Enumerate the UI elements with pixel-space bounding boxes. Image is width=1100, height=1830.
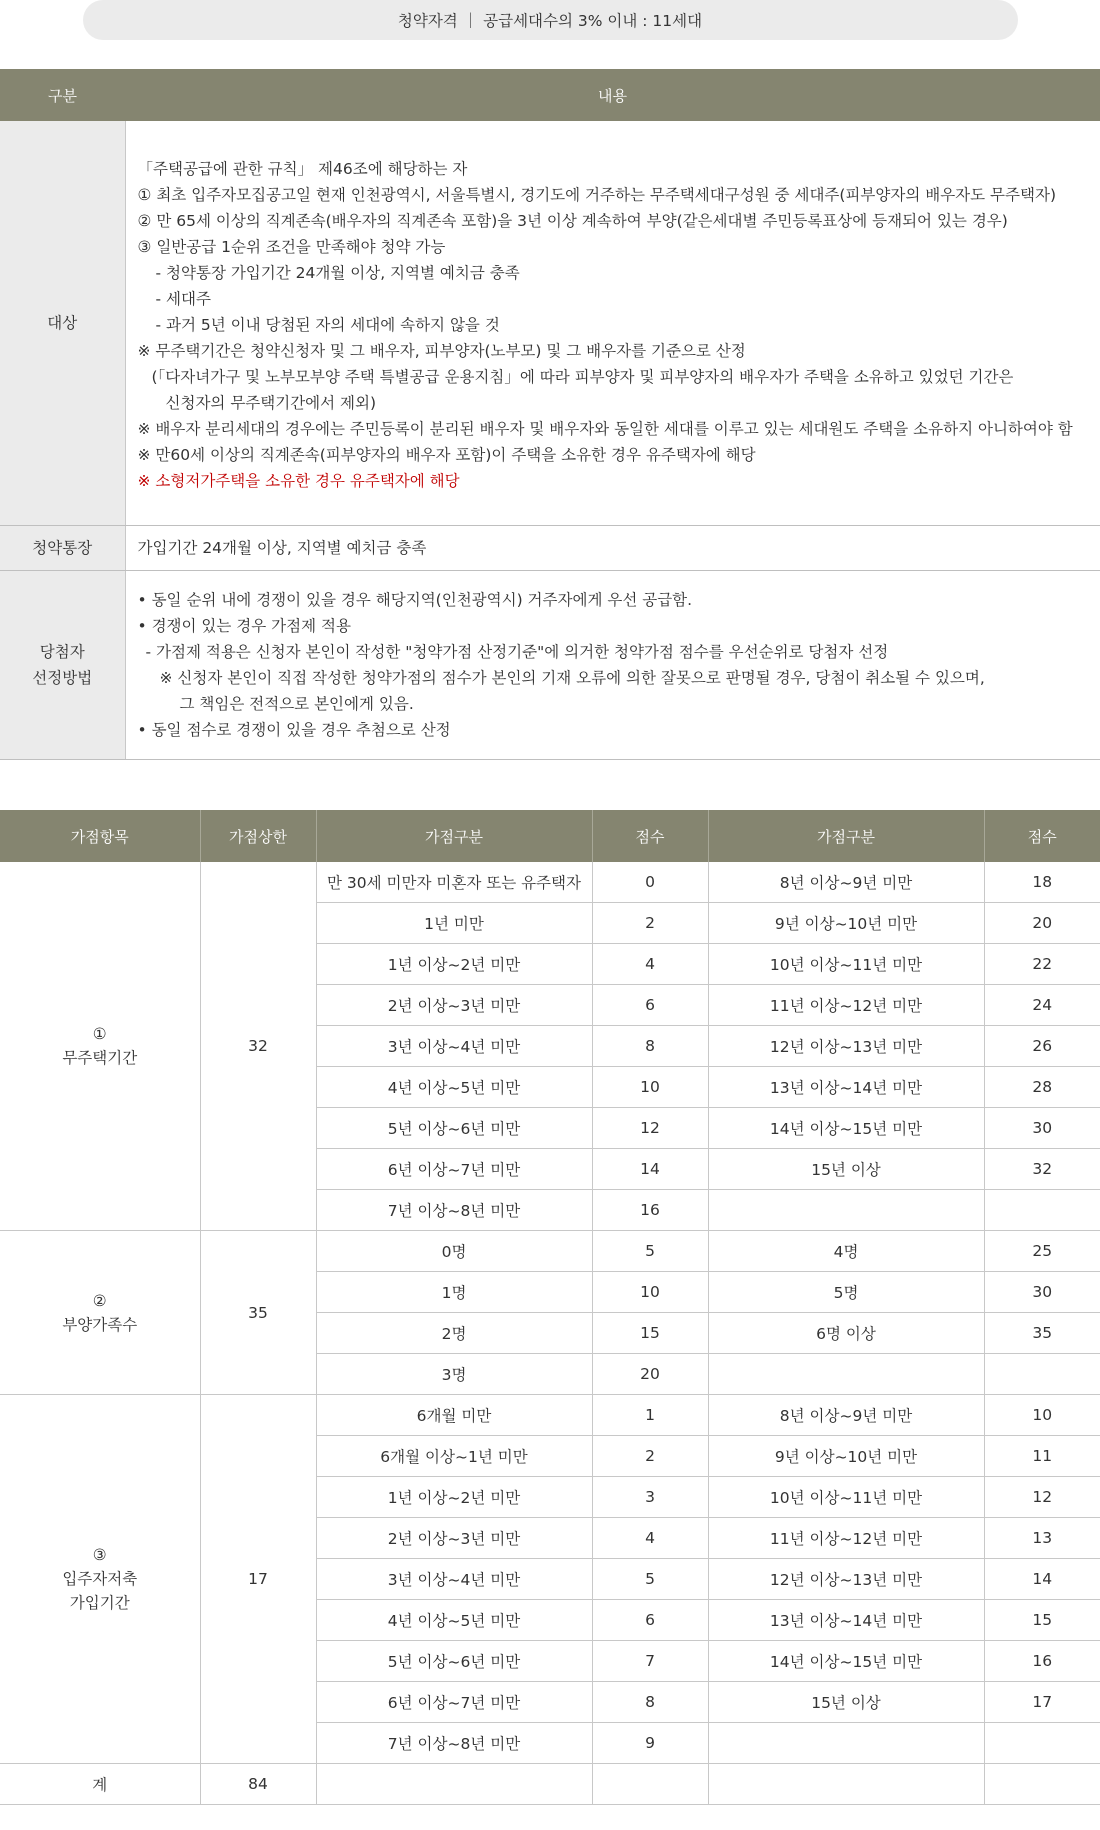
points-1: 14 (592, 1149, 708, 1190)
points-2: 10 (984, 1395, 1100, 1436)
content-line: (「다자녀가구 및 노부모부양 주택 특별공급 운용지침」에 따라 피부양자 및 피부양자의 배우자가 주택을 소유하고 있었던 기간은 (151, 368, 1014, 386)
content-line: - 청약통장 가입기간 24개월 이상, 지역별 예치금 충족 (155, 264, 520, 282)
content-line: - 가점제 적용은 신청자 본인이 작성한 "청약가점 산정기준"에 의거한 청약가점 점수를 우선순위로 당첨자 선정 (145, 643, 889, 661)
info-row (0, 571, 1100, 760)
total-row (0, 1764, 1100, 1805)
content-line: ※ 신청자 본인이 직접 작성한 청약가점의 점수가 본인의 기재 오류에 의한 잘못으로 판명될 경우, 당첨이 취소될 수 있으며, (159, 669, 985, 687)
criteria-1: 1년 미만 (316, 903, 592, 944)
score-item: ② 부양가족수 (0, 1231, 200, 1395)
criteria-1: 7년 이상~8년 미만 (316, 1723, 592, 1764)
points-2: 24 (984, 985, 1100, 1026)
criteria-1: 6년 이상~7년 미만 (316, 1682, 592, 1723)
criteria-2: 9년 이상~10년 미만 (708, 903, 984, 944)
col-header-points-2: 점수 (984, 810, 1100, 862)
score-max: 32 (200, 862, 316, 1231)
criteria-2: 14년 이상~15년 미만 (708, 1641, 984, 1682)
content-line: - 과거 5년 이내 당첨된 자의 세대에 속하지 않을 것 (155, 316, 500, 334)
points-2: 22 (984, 944, 1100, 985)
criteria-2: 4명 (708, 1231, 984, 1272)
col-header-points-1: 점수 (592, 810, 708, 862)
criteria-1: 1년 이상~2년 미만 (316, 1477, 592, 1518)
points-1: 5 (592, 1231, 708, 1272)
criteria-1: 3년 이상~4년 미만 (316, 1559, 592, 1600)
criteria-1: 6년 이상~7년 미만 (316, 1149, 592, 1190)
points-2: 30 (984, 1272, 1100, 1313)
points-1: 8 (592, 1682, 708, 1723)
points-1: 6 (592, 1600, 708, 1641)
criteria-1: 4년 이상~5년 미만 (316, 1600, 592, 1641)
criteria-1: 1년 이상~2년 미만 (316, 944, 592, 985)
points-2 (984, 1723, 1100, 1764)
criteria-1: 3명 (316, 1354, 592, 1395)
row-content (125, 571, 1100, 760)
eligibility-table (0, 69, 1100, 760)
col-header-item: 가점항목 (0, 810, 200, 862)
points-2: 13 (984, 1518, 1100, 1559)
content-line: • 동일 점수로 경쟁이 있을 경우 추첨으로 산정 (137, 721, 451, 739)
points-1: 7 (592, 1641, 708, 1682)
points-1: 15 (592, 1313, 708, 1354)
content-line: ① 최초 입주자모집공고일 현재 인천광역시, 서울특별시, 경기도에 거주하는 무주택세대구성원 중 세대주(피부양자의 배우자도 무주택자) (137, 186, 1056, 204)
criteria-1: 0명 (316, 1231, 592, 1272)
criteria-2: 9년 이상~10년 미만 (708, 1436, 984, 1477)
points-1: 4 (592, 1518, 708, 1559)
points-1: 1 (592, 1395, 708, 1436)
points-1: 3 (592, 1477, 708, 1518)
points-1: 10 (592, 1272, 708, 1313)
score-item: ① 무주택기간 (0, 862, 200, 1231)
col-header-criteria-1: 가점구분 (316, 810, 592, 862)
info-row (0, 526, 1100, 571)
criteria-2: 14년 이상~15년 미만 (708, 1108, 984, 1149)
criteria-2 (708, 1354, 984, 1395)
criteria-1: 6개월 미만 (316, 1395, 592, 1436)
header-pill: 청약자격 ｜ 공급세대수의 3% 이내 : 11세대 (83, 0, 1018, 40)
score-row (0, 862, 1100, 903)
total-empty (984, 1764, 1100, 1805)
row-label: 대상 (0, 121, 125, 526)
points-2: 35 (984, 1313, 1100, 1354)
criteria-2 (708, 1190, 984, 1231)
points-2 (984, 1354, 1100, 1395)
content-line: ② 만 65세 이상의 직계존속(배우자의 직계존속 포함)을 3년 이상 계속하여 부양(같은세대별 주민등록표상에 등재되어 있는 경우) (137, 212, 1008, 230)
criteria-1: 만 30세 미만자 미혼자 또는 유주택자 (316, 862, 592, 903)
points-1: 10 (592, 1067, 708, 1108)
content-line: 신청자의 무주택기간에서 제외) (165, 394, 377, 412)
points-1: 0 (592, 862, 708, 903)
content-line: 가입기간 24개월 이상, 지역별 예치금 충족 (137, 539, 427, 557)
criteria-1: 3년 이상~4년 미만 (316, 1026, 592, 1067)
criteria-2: 15년 이상 (708, 1682, 984, 1723)
points-2: 16 (984, 1641, 1100, 1682)
criteria-2: 12년 이상~13년 미만 (708, 1559, 984, 1600)
content-line: 그 책임은 전적으로 본인에게 있음. (179, 695, 414, 713)
score-item: ③ 입주자저축 가입기간 (0, 1395, 200, 1764)
criteria-1: 2명 (316, 1313, 592, 1354)
criteria-2: 8년 이상~9년 미만 (708, 862, 984, 903)
content-line: 「주택공급에 관한 규칙」 제46조에 해당하는 자 (137, 160, 468, 178)
points-1: 5 (592, 1559, 708, 1600)
row-label: 당첨자 선정방법 (0, 571, 125, 760)
total-empty (592, 1764, 708, 1805)
content-line: • 경쟁이 있는 경우 가점제 적용 (137, 617, 351, 635)
points-1: 12 (592, 1108, 708, 1149)
content-line: ③ 일반공급 1순위 조건을 만족해야 청약 가능 (137, 238, 446, 256)
criteria-1: 6개월 이상~1년 미만 (316, 1436, 592, 1477)
content-line: - 세대주 (155, 290, 211, 308)
points-1: 6 (592, 985, 708, 1026)
points-2: 11 (984, 1436, 1100, 1477)
criteria-1: 5년 이상~6년 미만 (316, 1108, 592, 1149)
row-content (125, 121, 1100, 526)
points-2: 18 (984, 862, 1100, 903)
score-max: 35 (200, 1231, 316, 1395)
points-1: 2 (592, 1436, 708, 1477)
total-empty (708, 1764, 984, 1805)
criteria-2: 15년 이상 (708, 1149, 984, 1190)
criteria-1: 7년 이상~8년 미만 (316, 1190, 592, 1231)
points-1: 20 (592, 1354, 708, 1395)
criteria-2: 5명 (708, 1272, 984, 1313)
points-1: 4 (592, 944, 708, 985)
points-2: 14 (984, 1559, 1100, 1600)
points-2: 15 (984, 1600, 1100, 1641)
criteria-2: 8년 이상~9년 미만 (708, 1395, 984, 1436)
points-2: 17 (984, 1682, 1100, 1723)
criteria-2 (708, 1723, 984, 1764)
content-line: ※ 무주택기간은 청약신청자 및 그 배우자, 피부양자(노부모) 및 그 배우자를 기준으로 산정 (137, 342, 746, 360)
points-2: 20 (984, 903, 1100, 944)
score-max: 17 (200, 1395, 316, 1764)
criteria-1: 2년 이상~3년 미만 (316, 985, 592, 1026)
criteria-2: 10년 이상~11년 미만 (708, 1477, 984, 1518)
points-1: 2 (592, 903, 708, 944)
criteria-1: 2년 이상~3년 미만 (316, 1518, 592, 1559)
total-value: 84 (200, 1764, 316, 1805)
points-2: 32 (984, 1149, 1100, 1190)
col-header-max: 가점상한 (200, 810, 316, 862)
points-1: 16 (592, 1190, 708, 1231)
row-content (125, 526, 1100, 571)
content-line: ※ 배우자 분리세대의 경우에는 주민등록이 분리된 배우자 및 배우자와 동일한 세대를 이루고 있는 세대원도 주택을 소유하지 아니하여야 함 (137, 420, 1073, 438)
col-header-category: 구분 (0, 69, 125, 121)
points-1: 8 (592, 1026, 708, 1067)
score-table (0, 810, 1100, 1805)
score-row (0, 1395, 1100, 1436)
points-2: 30 (984, 1108, 1100, 1149)
points-2: 28 (984, 1067, 1100, 1108)
points-2: 12 (984, 1477, 1100, 1518)
criteria-2: 10년 이상~11년 미만 (708, 944, 984, 985)
total-label: 계 (0, 1764, 200, 1805)
criteria-2: 13년 이상~14년 미만 (708, 1600, 984, 1641)
points-1: 9 (592, 1723, 708, 1764)
criteria-2: 6명 이상 (708, 1313, 984, 1354)
points-2: 25 (984, 1231, 1100, 1272)
total-empty (316, 1764, 592, 1805)
criteria-1: 5년 이상~6년 미만 (316, 1641, 592, 1682)
info-row (0, 121, 1100, 526)
score-row (0, 1231, 1100, 1272)
criteria-2: 11년 이상~12년 미만 (708, 985, 984, 1026)
row-label: 청약통장 (0, 526, 125, 571)
criteria-2: 11년 이상~12년 미만 (708, 1518, 984, 1559)
content-line: ※ 소형저가주택을 소유한 경우 유주택자에 해당 (137, 472, 460, 490)
criteria-2: 13년 이상~14년 미만 (708, 1067, 984, 1108)
col-header-criteria-2: 가점구분 (708, 810, 984, 862)
content-line: ※ 만60세 이상의 직계존속(피부양자의 배우자 포함)이 주택을 소유한 경우 유주택자에 해당 (137, 446, 756, 464)
content-line: • 동일 순위 내에 경쟁이 있을 경우 해당지역(인천광역시) 거주자에게 우선 공급함. (137, 591, 693, 609)
criteria-1: 1명 (316, 1272, 592, 1313)
criteria-2: 12년 이상~13년 미만 (708, 1026, 984, 1067)
points-2 (984, 1190, 1100, 1231)
criteria-1: 4년 이상~5년 미만 (316, 1067, 592, 1108)
col-header-content: 내용 (125, 69, 1100, 121)
points-2: 26 (984, 1026, 1100, 1067)
